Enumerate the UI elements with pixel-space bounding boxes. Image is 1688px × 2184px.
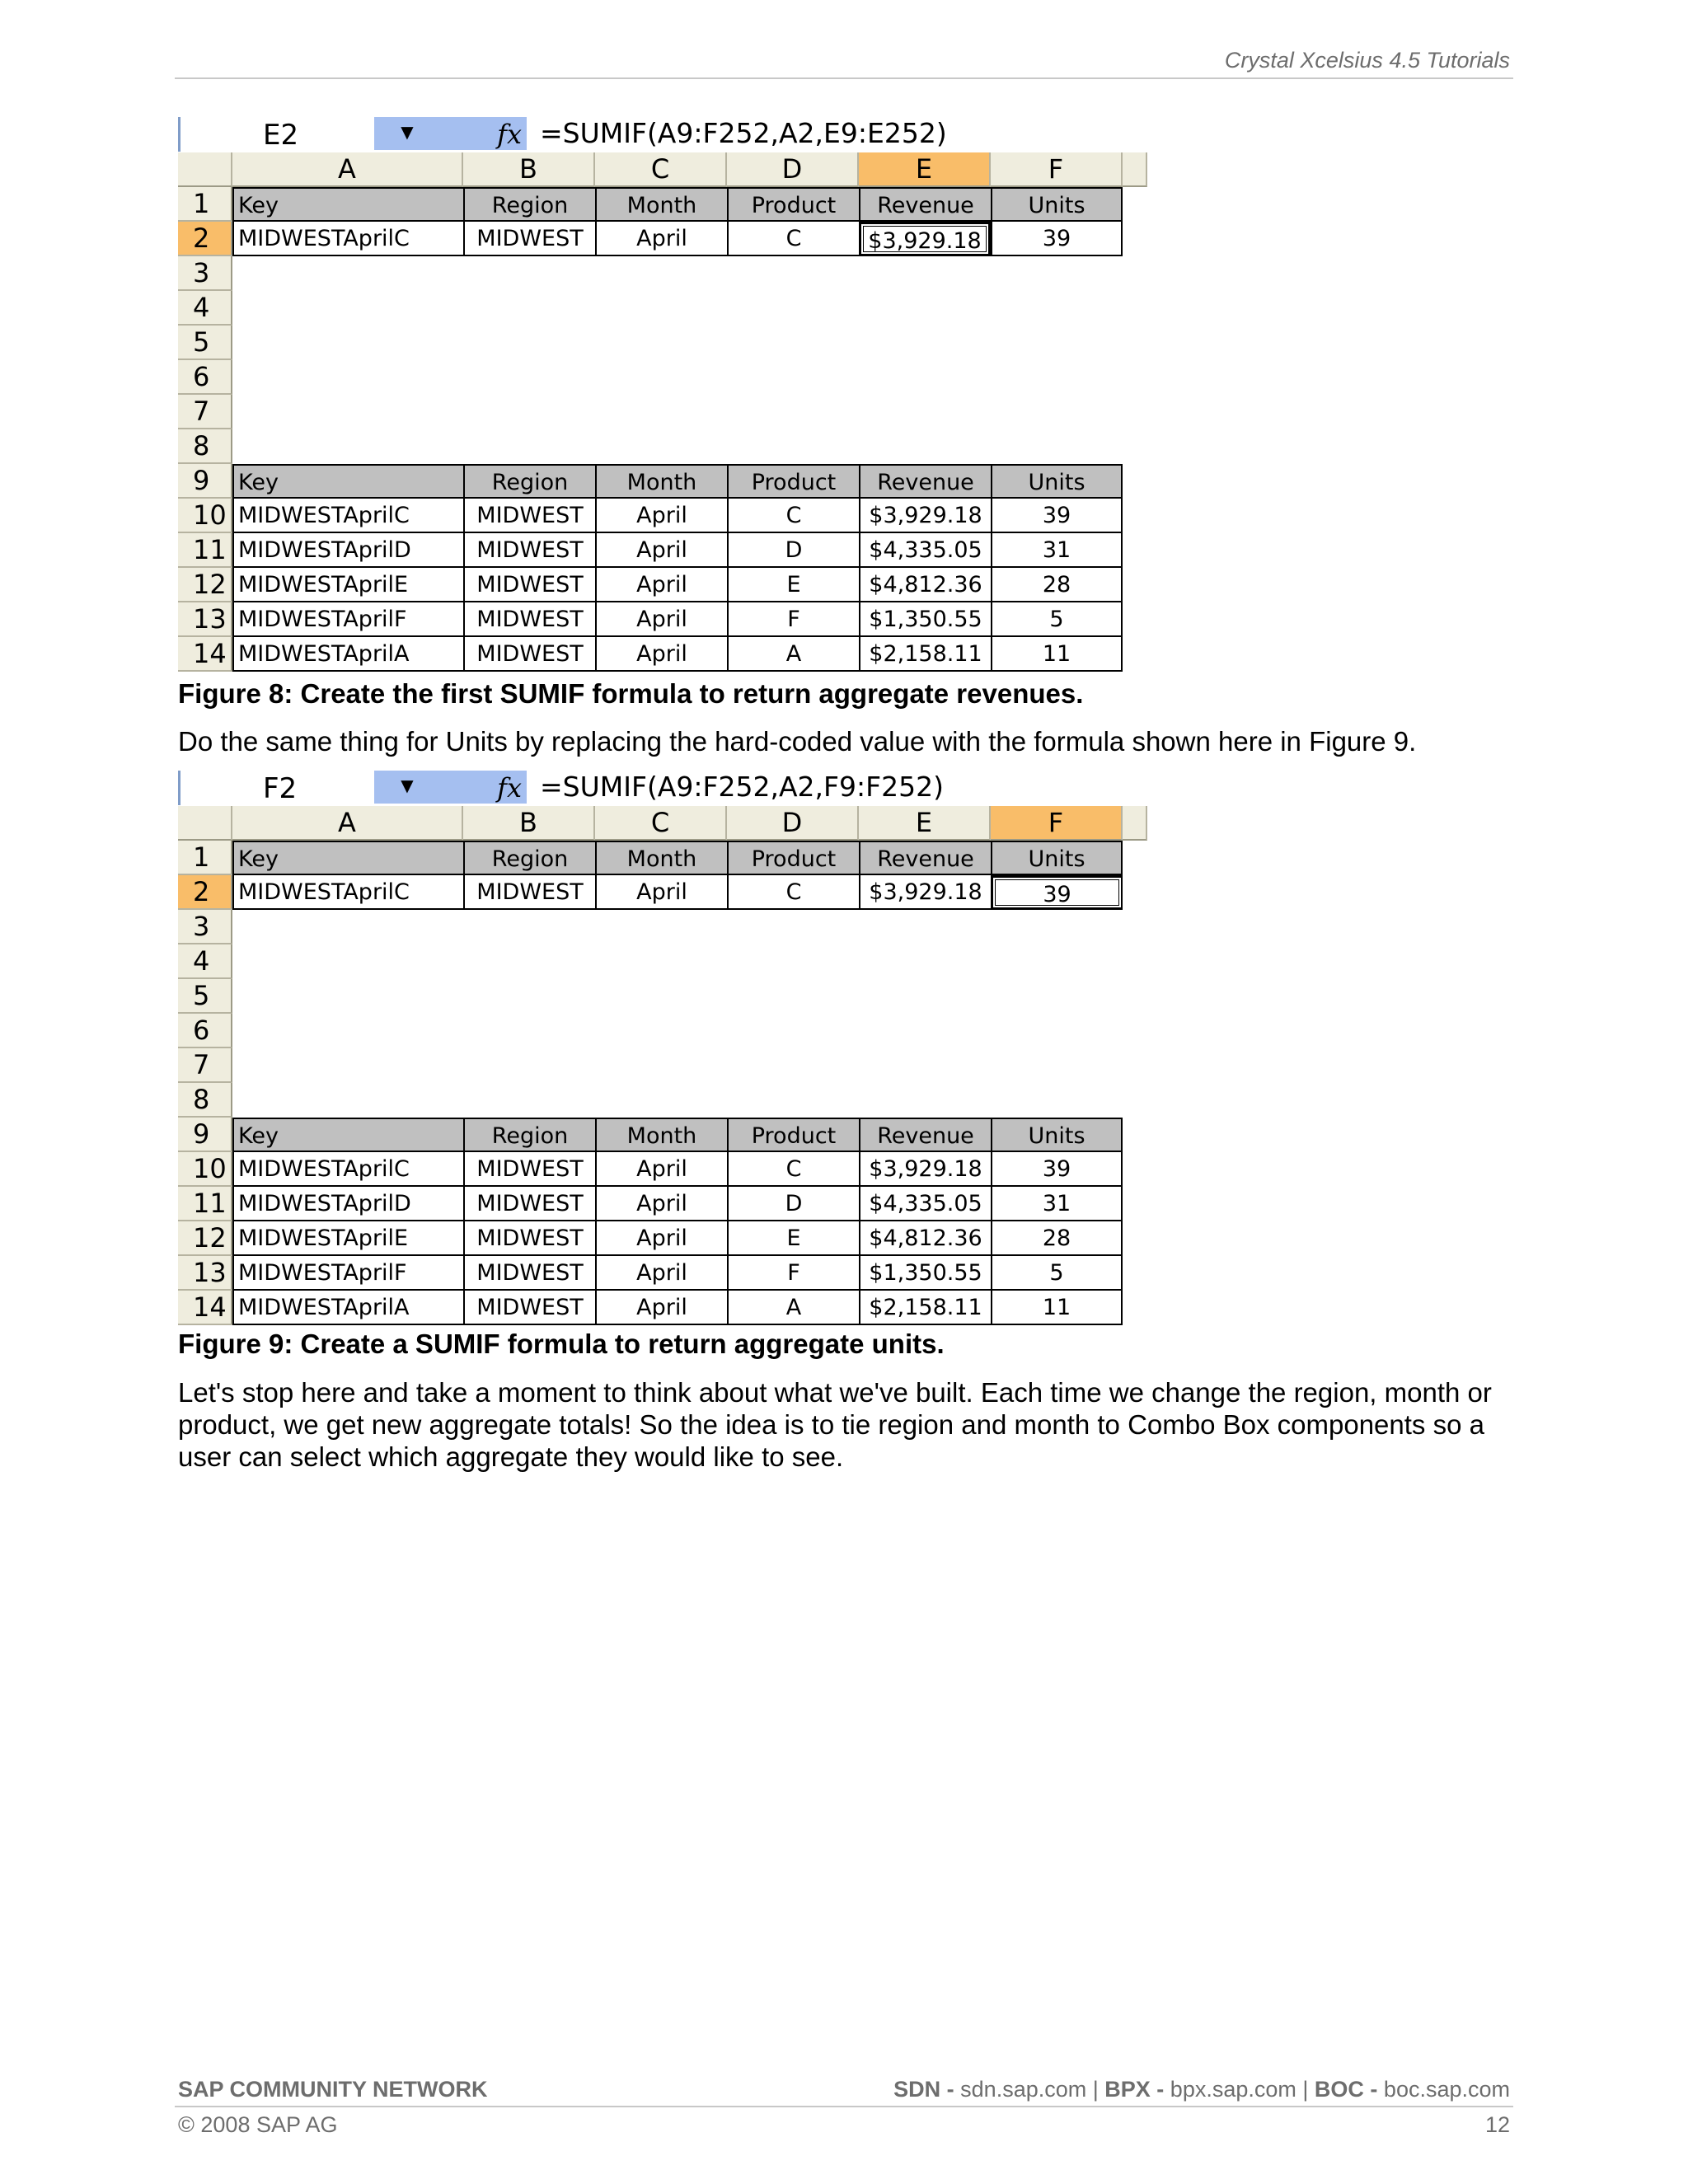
cell-c9[interactable]: Month (595, 1118, 727, 1152)
formula-input[interactable]: =SUMIF(A9:F252,A2,F9:F252) (540, 771, 944, 803)
cell-c2[interactable]: April (595, 222, 727, 256)
cell-f1[interactable]: Units (991, 187, 1123, 222)
cell-c14[interactable]: April (595, 637, 727, 672)
row-header-8[interactable]: 8 (178, 1083, 232, 1118)
cell-b2[interactable]: MIDWEST (463, 222, 595, 256)
cell-a10[interactable]: MIDWESTAprilC (232, 1152, 463, 1187)
formula-bar (178, 117, 1147, 152)
footer-links (893, 2077, 1510, 2102)
fx-icon: fx (497, 119, 522, 150)
cell-d12[interactable]: E (727, 568, 859, 602)
column-header-b[interactable]: B (463, 806, 595, 841)
name-box[interactable] (181, 117, 374, 150)
cell-e2[interactable]: $3,929.18 (859, 875, 991, 910)
cell-d2[interactable]: C (727, 875, 859, 910)
name-box-value: F2 (263, 772, 298, 805)
cell-a11[interactable]: MIDWESTAprilD (232, 1187, 463, 1221)
cell-e14[interactable]: $2,158.11 (859, 637, 991, 672)
cell-b1[interactable]: Region (463, 187, 595, 222)
cell-e12[interactable]: $4,812.36 (859, 568, 991, 602)
cell-c10[interactable]: April (595, 499, 727, 533)
cell-e11[interactable]: $4,335.05 (859, 533, 991, 568)
row-header-14[interactable]: 14 (178, 637, 232, 672)
column-header-d[interactable]: D (727, 152, 859, 187)
cell-b9[interactable]: Region (463, 1118, 595, 1152)
chevron-down-icon: ▼ (401, 122, 414, 142)
cell-e1[interactable]: Revenue (859, 187, 991, 222)
formula-bar (178, 771, 1147, 805)
cell-d14[interactable]: A (727, 637, 859, 672)
cell-c11[interactable]: April (595, 533, 727, 568)
row-header-9[interactable]: 9 (178, 1118, 232, 1152)
cell-e11[interactable]: $4,335.05 (859, 1187, 991, 1221)
cell-c13[interactable]: April (595, 602, 727, 637)
row-header-3[interactable]: 3 (178, 256, 232, 291)
footer-separator: | (1092, 2077, 1099, 2102)
row-header-11[interactable]: 11 (178, 1187, 232, 1221)
footer-bpx-label: BPX - (1104, 2077, 1170, 2102)
column-header-g[interactable] (1123, 152, 1147, 187)
cell-d1[interactable]: Product (727, 187, 859, 222)
cell-c11[interactable]: April (595, 1187, 727, 1221)
cell-f10[interactable]: 39 (991, 499, 1123, 533)
cell-f13[interactable]: 5 (991, 602, 1123, 637)
cell-b13[interactable]: MIDWEST (463, 1256, 595, 1291)
row-header-7[interactable]: 7 (178, 1048, 232, 1083)
figure-9-caption: Figure 9: Create a SUMIF formula to return aggregate units. (178, 1329, 945, 1359)
cell-a13[interactable]: MIDWESTAprilF (232, 1256, 463, 1291)
row-header-1[interactable]: 1 (178, 841, 232, 875)
cell-f14[interactable]: 11 (991, 637, 1123, 672)
cell-e10[interactable]: $3,929.18 (859, 499, 991, 533)
name-box-value: E2 (263, 119, 299, 152)
cell-c12[interactable]: April (595, 568, 727, 602)
cell-e14[interactable]: $2,158.11 (859, 1291, 991, 1325)
cell-d14[interactable]: A (727, 1291, 859, 1325)
cell-e13[interactable]: $1,350.55 (859, 602, 991, 637)
row-header-6[interactable]: 6 (178, 1014, 232, 1048)
column-header-f[interactable]: F (991, 152, 1123, 187)
formula-input[interactable]: =SUMIF(A9:F252,A2,E9:E252) (540, 117, 947, 149)
cell-f11[interactable]: 31 (991, 533, 1123, 568)
cell-d10[interactable]: C (727, 1152, 859, 1187)
cell-a2[interactable]: MIDWESTAprilC (232, 875, 463, 910)
column-header-e[interactable]: E (859, 152, 991, 187)
row-header-4[interactable]: 4 (178, 944, 232, 979)
cell-b12[interactable]: MIDWEST (463, 1221, 595, 1256)
row-header-14[interactable]: 14 (178, 1291, 232, 1325)
cell-d2[interactable]: C (727, 222, 859, 256)
cell-f13[interactable]: 5 (991, 1256, 1123, 1291)
cell-f2[interactable]: 39 (991, 222, 1123, 256)
cell-a1[interactable]: Key (232, 187, 463, 222)
footer-bpx-link[interactable]: bpx.sap.com (1170, 2077, 1296, 2102)
cell-c12[interactable]: April (595, 1221, 727, 1256)
row-header-12[interactable]: 12 (178, 568, 232, 602)
cell-b10[interactable]: MIDWEST (463, 499, 595, 533)
row-header-4[interactable]: 4 (178, 291, 232, 326)
cell-d9[interactable]: Product (727, 1118, 859, 1152)
cell-b2[interactable]: MIDWEST (463, 875, 595, 910)
cell-f12[interactable]: 28 (991, 568, 1123, 602)
row-header-2[interactable]: 2 (178, 222, 232, 256)
column-header-f[interactable]: F (991, 806, 1123, 841)
row-header-5[interactable]: 5 (178, 326, 232, 360)
cell-f9[interactable]: Units (991, 464, 1123, 499)
row-header-10[interactable]: 10 (178, 499, 232, 533)
select-all-corner[interactable] (178, 152, 232, 187)
column-header-c[interactable]: C (595, 806, 727, 841)
column-header-d[interactable]: D (727, 806, 859, 841)
cell-c13[interactable]: April (595, 1256, 727, 1291)
cell-c10[interactable]: April (595, 1152, 727, 1187)
footer-boc-link[interactable]: boc.sap.com (1383, 2077, 1510, 2102)
cell-a10[interactable]: MIDWESTAprilC (232, 499, 463, 533)
page-number: 12 (1484, 2112, 1510, 2137)
column-header-a[interactable]: A (232, 806, 463, 841)
cell-a9[interactable]: Key (232, 1118, 463, 1152)
header-divider (175, 77, 1513, 79)
cell-e2[interactable]: $3,929.18 (859, 222, 991, 256)
fx-icon: fx (497, 772, 522, 804)
row-header-5[interactable]: 5 (178, 979, 232, 1014)
row-header-6[interactable]: 6 (178, 360, 232, 395)
cell-f10[interactable]: 39 (991, 1152, 1123, 1187)
cell-c14[interactable]: April (595, 1291, 727, 1325)
cell-d9[interactable]: Product (727, 464, 859, 499)
cell-d13[interactable]: F (727, 1256, 859, 1291)
chevron-down-icon: ▼ (401, 776, 414, 795)
cell-b11[interactable]: MIDWEST (463, 1187, 595, 1221)
cell-b10[interactable]: MIDWEST (463, 1152, 595, 1187)
cell-a1[interactable]: Key (232, 841, 463, 875)
name-box-dropdown-button[interactable] (374, 771, 440, 804)
cell-a14[interactable]: MIDWESTAprilA (232, 1291, 463, 1325)
cell-b13[interactable]: MIDWEST (463, 602, 595, 637)
cell-e12[interactable]: $4,812.36 (859, 1221, 991, 1256)
row-header-13[interactable]: 13 (178, 602, 232, 637)
cell-b14[interactable]: MIDWEST (463, 1291, 595, 1325)
document-header-title: Crystal Xcelsius 4.5 Tutorials (1224, 48, 1510, 73)
cell-e9[interactable]: Revenue (859, 464, 991, 499)
row-header-12[interactable]: 12 (178, 1221, 232, 1256)
column-header-c[interactable]: C (595, 152, 727, 187)
cell-e10[interactable]: $3,929.18 (859, 1152, 991, 1187)
cell-a13[interactable]: MIDWESTAprilF (232, 602, 463, 637)
row-header-11[interactable]: 11 (178, 533, 232, 568)
name-box[interactable] (181, 771, 374, 804)
column-header-e[interactable]: E (859, 806, 991, 841)
cell-b1[interactable]: Region (463, 841, 595, 875)
footer-sdn-label: SDN - (893, 2077, 961, 2102)
row-header-3[interactable]: 3 (178, 910, 232, 944)
footer-network-name: SAP COMMUNITY NETWORK (178, 2077, 488, 2102)
cell-d13[interactable]: F (727, 602, 859, 637)
cell-e1[interactable]: Revenue (859, 841, 991, 875)
row-header-8[interactable]: 8 (178, 429, 232, 464)
row-header-10[interactable]: 10 (178, 1152, 232, 1187)
cell-b14[interactable]: MIDWEST (463, 637, 595, 672)
cell-d10[interactable]: C (727, 499, 859, 533)
cell-f2[interactable]: 39 (991, 875, 1123, 910)
insert-function-button[interactable] (440, 771, 527, 804)
cell-c1[interactable]: Month (595, 841, 727, 875)
cell-f9[interactable]: Units (991, 1118, 1123, 1152)
cell-a11[interactable]: MIDWESTAprilD (232, 533, 463, 568)
cell-c1[interactable]: Month (595, 187, 727, 222)
footer-separator: | (1302, 2077, 1309, 2102)
cell-a9[interactable]: Key (232, 464, 463, 499)
column-header-g[interactable] (1123, 806, 1147, 841)
footer-divider (175, 2106, 1513, 2107)
cell-d11[interactable]: D (727, 533, 859, 568)
insert-function-button[interactable] (440, 117, 527, 150)
footer-copyright: © 2008 SAP AG (178, 2112, 338, 2137)
column-header-a[interactable]: A (232, 152, 463, 187)
cell-f11[interactable]: 31 (991, 1187, 1123, 1221)
cell-a14[interactable]: MIDWESTAprilA (232, 637, 463, 672)
footer-sdn-link[interactable]: sdn.sap.com (960, 2077, 1087, 2102)
cell-d12[interactable]: E (727, 1221, 859, 1256)
cell-d11[interactable]: D (727, 1187, 859, 1221)
paragraph-summary: Let's stop here and take a moment to think about what we've built. Each time we change the region, month or product, we get new aggregate totals! So the idea is to tie region and month to Combo Box components so a user can select which aggregate they would like to see. (178, 1377, 1492, 1472)
row-header-7[interactable]: 7 (178, 395, 232, 429)
cell-a12[interactable]: MIDWESTAprilE (232, 568, 463, 602)
cell-e13[interactable]: $1,350.55 (859, 1256, 991, 1291)
cell-b9[interactable]: Region (463, 464, 595, 499)
cell-a2[interactable]: MIDWESTAprilC (232, 222, 463, 256)
cell-f1[interactable]: Units (991, 841, 1123, 875)
row-header-9[interactable]: 9 (178, 464, 232, 499)
figure-9-spreadsheet (178, 771, 1147, 1339)
footer-boc-label: BOC - (1314, 2077, 1384, 2102)
cell-c2[interactable]: April (595, 875, 727, 910)
row-header-13[interactable]: 13 (178, 1256, 232, 1291)
row-header-2[interactable]: 2 (178, 875, 232, 910)
cell-f12[interactable]: 28 (991, 1221, 1123, 1256)
cell-d1[interactable]: Product (727, 841, 859, 875)
cell-e9[interactable]: Revenue (859, 1118, 991, 1152)
figure-8-caption: Figure 8: Create the first SUMIF formula to return aggregate revenues. (178, 678, 1084, 709)
paragraph-units-instruction: Do the same thing for Units by replacing the hard-coded value with the formula shown here in Figure 9. (178, 726, 1417, 757)
cell-b11[interactable]: MIDWEST (463, 533, 595, 568)
cell-b12[interactable]: MIDWEST (463, 568, 595, 602)
figure-8-spreadsheet (178, 117, 1147, 686)
cell-a12[interactable]: MIDWESTAprilE (232, 1221, 463, 1256)
name-box-dropdown-button[interactable] (374, 117, 440, 150)
column-header-b[interactable]: B (463, 152, 595, 187)
row-header-1[interactable]: 1 (178, 187, 232, 222)
cell-f14[interactable]: 11 (991, 1291, 1123, 1325)
cell-c9[interactable]: Month (595, 464, 727, 499)
select-all-corner[interactable] (178, 806, 232, 841)
